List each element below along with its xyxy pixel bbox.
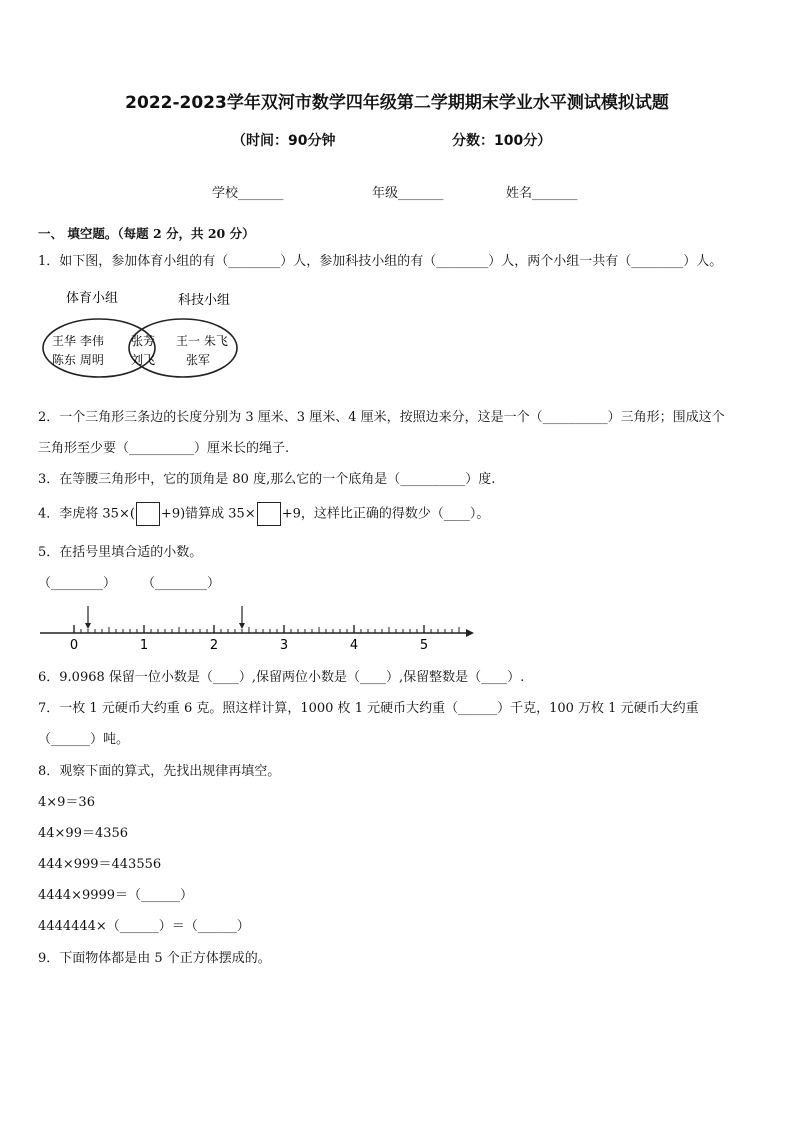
question-9: 9．下面物体都是由 5 个正方体摆成的。 bbox=[38, 951, 271, 966]
number-line-pointer-arrow bbox=[85, 606, 91, 629]
question-4-part-a: 4．李虎将 35×( bbox=[38, 506, 135, 522]
venn-right-label: 科技小组 bbox=[178, 293, 231, 308]
venn-right-ellipse bbox=[129, 319, 237, 377]
page-title: 2022-2023学年双河市数学四年级第二学期期末学业水平测试模拟试题 bbox=[125, 93, 669, 113]
question-8-formula: 4444×9999＝（______） bbox=[38, 888, 194, 903]
venn-mid-names-2: 刘飞 bbox=[131, 353, 156, 367]
question-8-formula: 4×9＝36 bbox=[38, 795, 95, 810]
question-8-formula: 444×999＝443556 bbox=[38, 857, 162, 872]
question-7-line-2: （______）吨。 bbox=[38, 732, 130, 747]
number-line-tick-label: 0 bbox=[69, 638, 79, 653]
exam-time: （时间：90分钟 bbox=[232, 133, 336, 149]
venn-mid-names-1: 张芳 bbox=[131, 334, 156, 348]
question-5-blank-1: （________） bbox=[38, 576, 117, 591]
venn-left-label: 体育小组 bbox=[66, 291, 119, 306]
section-heading: 一、 填空题。（每题 2 分，共 20 分） bbox=[38, 226, 255, 241]
answer-box bbox=[136, 502, 160, 526]
question-7-line-1: 7．一枚 1 元硬币大约重 6 克。照这样计算，1000 枚 1 元硬币大约重（______）千克，100 万枚 1 元硬币大约重 bbox=[38, 701, 699, 716]
question-4-part-c: +9，这样比正确的得数少（____）。 bbox=[281, 506, 490, 522]
question-3: 3．在等腰三角形中，它的顶角是 80 度,那么它的一个底角是（__________）度. bbox=[38, 472, 496, 487]
question-6: 6．9.0968 保留一位小数是（____）,保留两位小数是（____）,保留整数是（____）. bbox=[38, 670, 525, 685]
number-line-tick-label: 1 bbox=[139, 638, 149, 653]
grade-field: 年级_______ bbox=[372, 186, 444, 201]
school-field: 学校_______ bbox=[212, 186, 284, 201]
number-line bbox=[38, 604, 478, 654]
exam-score: 分数：100分） bbox=[452, 133, 552, 149]
question-8-formula: 4444444×（______）＝（______） bbox=[38, 919, 250, 934]
answer-box bbox=[257, 502, 281, 526]
venn-left-names-1: 王华 李伟 bbox=[52, 334, 104, 348]
venn-right-names-2: 张军 bbox=[186, 353, 211, 367]
question-8: 8．观察下面的算式，先找出规律再填空。 bbox=[38, 764, 281, 779]
venn-left-names-2: 陈东 周明 bbox=[52, 353, 104, 367]
venn-diagram bbox=[38, 285, 248, 387]
venn-left-ellipse bbox=[43, 319, 155, 377]
question-4 bbox=[38, 502, 489, 526]
venn-right-names-1: 王一 朱飞 bbox=[176, 334, 228, 348]
number-line-tick-label: 5 bbox=[419, 638, 429, 653]
question-5-blank-2: （________） bbox=[142, 576, 221, 591]
number-line-tick-label: 3 bbox=[279, 638, 289, 653]
name-field: 姓名_______ bbox=[506, 186, 578, 201]
question-2-line-2: 三角形至少要（__________）厘米长的绳子. bbox=[38, 441, 290, 456]
number-line-tick-label: 2 bbox=[209, 638, 219, 653]
number-line-tick-label: 4 bbox=[349, 638, 359, 653]
question-4-part-b: +9)错算成 35× bbox=[160, 506, 256, 522]
question-2-line-1: 2．一个三角形三条边的长度分别为 3 厘米、3 厘米、4 厘米，按照边来分，这是一个（__________）三角形；围成这个 bbox=[38, 410, 725, 425]
number-line-arrowhead bbox=[466, 629, 474, 637]
question-1: 1．如下图，参加体育小组的有（________）人，参加科技小组的有（________）人，两个小组一共有（________）人。 bbox=[38, 254, 723, 269]
question-5: 5．在括号里填合适的小数。 bbox=[38, 545, 203, 560]
question-8-formula: 44×99＝4356 bbox=[38, 826, 129, 841]
number-line-pointer-arrow bbox=[239, 606, 245, 629]
